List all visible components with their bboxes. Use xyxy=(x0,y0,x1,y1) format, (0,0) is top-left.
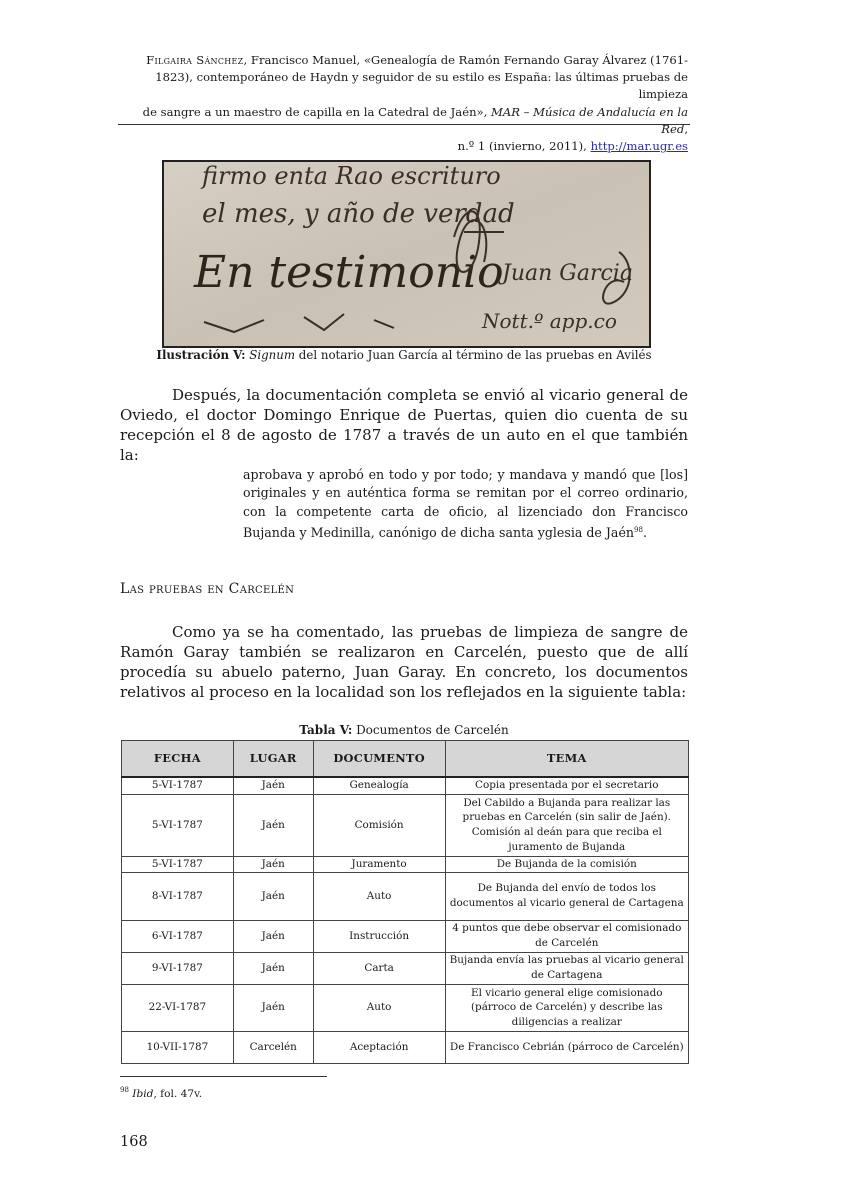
footnote-rule xyxy=(120,1076,327,1077)
cell-topic: Del Cabildo a Bujanda para realizar las pruebas en Carcelén (sin salir de Jaén). Comisión al deán para que reciba el juramento de Bujanda xyxy=(445,794,688,856)
header-author: Filgaira Sánchez xyxy=(146,53,244,67)
cell-place: Jaén xyxy=(233,872,313,920)
cell-document: Genealogía xyxy=(313,777,445,794)
table-row xyxy=(122,920,689,952)
script-line-1: firmo enta Rao escrituro xyxy=(202,162,501,190)
cell-document: Auto xyxy=(313,984,445,1031)
header-cell-date: FECHA xyxy=(122,741,234,778)
cell-date: 5-VI-1787 xyxy=(122,856,234,872)
cell-document: Aceptación xyxy=(313,1031,445,1063)
footnote-text: , fol. 47v. xyxy=(153,1088,203,1100)
header-journal: MAR – Música de Andalucía en la Red xyxy=(491,104,688,136)
table-title xyxy=(120,723,688,737)
cell-topic: Bujanda envía las pruebas al vicario general de Cartagena xyxy=(445,952,688,984)
cell-document: Juramento xyxy=(313,856,445,872)
caption-term: Signum xyxy=(249,348,296,362)
script-signature-2: Nott.º app.co xyxy=(482,309,617,333)
header-cell-document: DOCUMENTO xyxy=(313,741,445,778)
cell-date: 22-VI-1787 xyxy=(122,984,234,1031)
manuscript-image xyxy=(162,160,651,348)
cell-document: Comisión xyxy=(313,794,445,856)
caption-text: del notario Juan García al término de las pruebas en Avilés xyxy=(295,348,652,362)
cell-date: 5-VI-1787 xyxy=(122,794,234,856)
script-signature-1: Juan Garcia xyxy=(502,261,633,286)
header-line-3 xyxy=(120,104,688,138)
cell-topic: 4 puntos que debe observar el comisionado de Carcelén xyxy=(445,920,688,952)
quote-text: aprobava y aprobó en todo y por todo; y mandava y mandó que [los] originales y en auténtica forma se remitan por el correo ordinario, con la competente carta de oficio, al lizenciado don Francisco Bujanda y Medinilla, canónigo de dicha santa yglesia de Jaén xyxy=(243,467,688,541)
header-rule xyxy=(118,124,690,125)
cell-document: Instrucción xyxy=(313,920,445,952)
cell-topic: El vicario general elige comisionado (párroco de Carcelén) y describe las diligencias a realizar xyxy=(445,984,688,1031)
cell-topic: De Bujanda del envío de todos los documentos al vicario general de Cartagena xyxy=(445,872,688,920)
footnote xyxy=(120,1086,202,1100)
table-title-label: Tabla V: xyxy=(299,723,353,737)
table-title-text: Documentos de Carcelén xyxy=(352,723,509,737)
header-line-1-text: , Francisco Manuel, «Genealogía de Ramón Fernando Garay Álvarez (1761- xyxy=(243,53,688,67)
cell-place: Jaén xyxy=(233,777,313,794)
cell-place: Carcelén xyxy=(233,1031,313,1063)
header-line-3-end: , xyxy=(684,121,688,136)
journal-link[interactable]: http://mar.ugr.es xyxy=(590,139,688,154)
cell-date: 10-VII-1787 xyxy=(122,1031,234,1063)
table-row xyxy=(122,952,689,984)
cell-document: Auto xyxy=(313,872,445,920)
block-quote xyxy=(243,466,688,543)
header-line-4 xyxy=(120,138,688,155)
table-row xyxy=(122,777,689,794)
script-line-2: el mes, y año de verdad xyxy=(202,199,515,229)
page-number: 168 xyxy=(120,1134,148,1150)
cell-date: 6-VI-1787 xyxy=(122,920,234,952)
cell-place: Jaén xyxy=(233,984,313,1031)
table-row xyxy=(122,984,689,1031)
cell-topic: Copia presentada por el secretario xyxy=(445,777,688,794)
paragraph-2: Como ya se ha comentado, las pruebas de limpieza de sangre de Ramón Garay también se realizaron en Carcelén, puesto que de allí procedía su abuelo paterno, Juan Garay. En concreto, los documentos relativos al proceso en la localidad son los reflejados en la siguiente tabla: xyxy=(120,623,688,701)
table-row xyxy=(122,856,689,872)
quote-end: . xyxy=(642,525,647,541)
cell-topic: De Bujanda de la comisión xyxy=(445,856,688,872)
table-row xyxy=(122,872,689,920)
cell-date: 8-VI-1787 xyxy=(122,872,234,920)
manuscript-illustration xyxy=(164,162,649,346)
table-row xyxy=(122,1031,689,1063)
paragraph-1: Después, la documentación completa se envió al vicario general de Oviedo, el doctor Domingo Enrique de Puertas, quien dio cuenta de su recepción el 8 de agosto de 1787 a través de un auto en el que también la: xyxy=(120,386,688,464)
header-cell-place: LUGAR xyxy=(233,741,313,778)
running-header xyxy=(120,52,688,155)
header-line-3-text: de sangre a un maestro de capilla en la Catedral de Jaén», xyxy=(142,104,492,119)
caption-label: Ilustración V: xyxy=(156,348,246,362)
cell-date: 5-VI-1787 xyxy=(122,777,234,794)
script-line-3: En testimonio xyxy=(194,247,504,298)
cell-place: Jaén xyxy=(233,856,313,872)
cell-topic: De Francisco Cebrián (párroco de Carcelén) xyxy=(445,1031,688,1063)
table-header-row xyxy=(122,741,689,778)
footnote-ref[interactable]: 98 xyxy=(634,526,643,535)
figure-caption xyxy=(120,348,688,362)
footnote-number: 98 xyxy=(120,1086,129,1094)
header-line-1 xyxy=(120,52,688,69)
header-line-4-text: n.º 1 (invierno, 2011), xyxy=(457,139,591,154)
header-line-2: 1823), contemporáneo de Haydn y seguidor de su estilo es España: las últimas pruebas de limpieza xyxy=(155,70,688,102)
cell-place: Jaén xyxy=(233,952,313,984)
section-title: Las pruebas en Carcelén xyxy=(120,581,295,597)
cell-date: 9-VI-1787 xyxy=(122,952,234,984)
cell-place: Jaén xyxy=(233,794,313,856)
documents-table xyxy=(121,740,689,1064)
header-cell-topic: TEMA xyxy=(445,741,688,778)
cell-place: Jaén xyxy=(233,920,313,952)
table-row xyxy=(122,794,689,856)
footnote-ibid: Ibid xyxy=(132,1088,154,1100)
cell-document: Carta xyxy=(313,952,445,984)
